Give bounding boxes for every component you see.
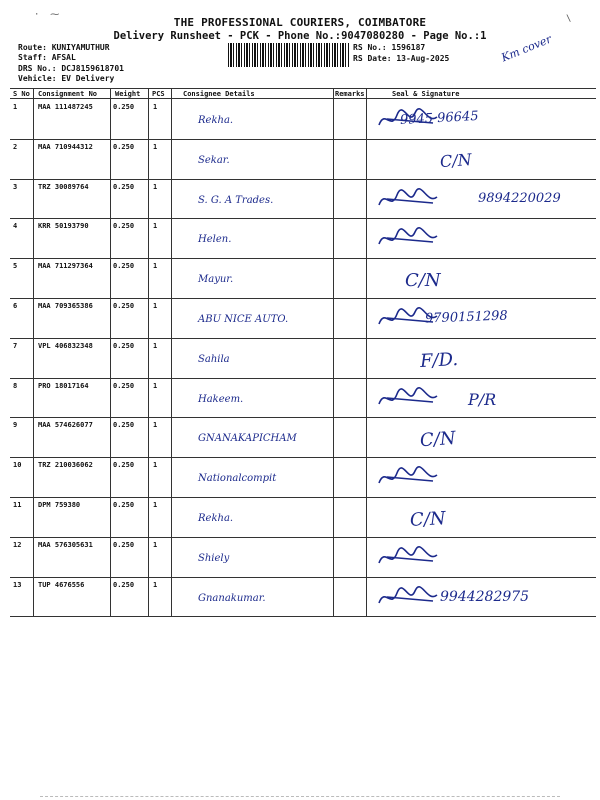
row-consignment-number: TUP 4676556 [38,580,85,589]
row-serial-number: 13 [13,580,22,589]
column-header-consignee: Consignee Details [183,90,255,98]
vehicle-label: Vehicle: EV Delivery [18,74,115,83]
row-consignee-handwritten: Mayur. [198,274,234,286]
row-consignee-handwritten: Nationalcompit [198,473,277,485]
column-header-sno: S No [13,90,30,98]
row-seal-handwritten: C/N [409,508,447,531]
scan-corner-mark: · ⁓ [34,10,60,20]
row-serial-number: 8 [13,381,18,390]
row-consignee-handwritten: GNANAKAPICHAM [198,433,297,445]
row-weight: 0.250 [113,262,135,271]
row-serial-number: 12 [13,540,22,549]
row-divider [10,378,596,379]
row-divider [10,577,596,578]
table-header-border [10,98,596,99]
signature-scribble-icon [375,583,445,611]
row-weight: 0.250 [113,540,135,549]
row-serial-number: 9 [13,421,18,430]
signature-scribble-icon [375,185,445,213]
row-divider [10,537,596,538]
row-serial-number: 2 [13,142,18,151]
column-header-consignment: Consignment No [38,90,98,98]
row-serial-number: 4 [13,222,18,231]
row-divider [10,338,596,339]
row-divider [10,179,596,180]
row-consignment-number: PRO 18017164 [38,381,89,390]
row-pcs: 1 [153,302,158,310]
row-divider [10,258,596,259]
staff-label: Staff: AFSAL [18,53,76,62]
row-consignee-handwritten: Helen. [198,234,232,246]
row-weight: 0.250 [113,461,135,470]
route-label: Route: KUNIYAMUTHUR [18,43,110,52]
column-header-weight: Weight [115,90,141,98]
row-seal-handwritten: 9945 96645 [399,108,479,129]
row-weight: 0.250 [113,142,135,151]
row-weight: 0.250 [113,501,135,509]
row-pcs: 1 [153,142,158,151]
row-serial-number: 3 [13,182,18,191]
row-seal-handwritten: C/N [419,428,457,452]
row-weight: 0.250 [113,302,135,310]
row-serial-number: 7 [13,341,18,350]
row-consignee-handwritten: Shiely [198,552,230,564]
row-serial-number: 5 [13,262,18,271]
company-title: THE PROFESSIONAL COURIERS, COIMBATORE [173,16,427,29]
row-divider [10,218,596,219]
row-divider [10,616,596,617]
row-pcs: 1 [153,381,158,390]
row-consignment-number: VPL 406832348 [38,341,93,350]
row-pcs: 1 [153,540,158,549]
table-top-border [10,88,596,89]
row-consignment-number: KRR 50193790 [38,222,89,231]
row-consignee-handwritten: Rekha. [198,115,234,126]
row-weight: 0.250 [113,421,135,430]
row-seal-handwritten: C/N [439,149,473,171]
row-weight: 0.250 [113,182,135,191]
scan-corner-mark-right: \ [566,14,572,24]
row-pcs: 1 [153,341,158,350]
row-seal-handwritten: F/D. [419,348,459,372]
column-header-remarks: Remarks [335,90,365,98]
row-consignment-number: MAA 574626077 [38,421,93,430]
row-serial-number: 11 [13,501,22,509]
row-divider [10,298,596,299]
row-pcs: 1 [153,461,158,470]
row-consignment-number: MAA 709365386 [38,302,93,310]
row-consignment-number: MAA 576305631 [38,540,93,549]
row-consignment-number: TRZ 210036062 [38,461,93,470]
row-consignee-handwritten: Rekha. [198,513,234,524]
row-consignee-handwritten: Sahila [198,353,230,365]
row-pcs: 1 [153,262,158,271]
row-pcs: 1 [153,580,158,589]
signature-scribble-icon [375,463,445,491]
row-weight: 0.250 [113,222,135,231]
row-serial-number: 6 [13,302,18,310]
signature-scribble-icon [375,384,445,412]
row-divider [10,139,596,140]
row-serial-number: 10 [13,461,22,470]
row-divider [10,497,596,498]
row-seal-handwritten: 9790151298 [424,308,508,327]
row-seal-handwritten: 9894220029 [478,190,561,206]
row-consignee-handwritten: ABU NICE AUTO. [198,314,289,325]
runsheet-subtitle: Delivery Runsheet - PCK - Phone No.:9047080280 - Page No.:1 [113,30,487,42]
rs-date: RS Date: 13-Aug-2025 [353,54,450,63]
row-serial-number: 1 [13,103,18,111]
rs-number: RS No.: 1596187 [353,43,426,52]
row-consignment-number: MAA 710944312 [38,142,93,151]
row-consignment-number: TRZ 30089764 [38,182,89,191]
column-header-seal-signature: Seal & Signature [392,90,460,98]
row-divider [10,457,596,458]
row-weight: 0.250 [113,103,135,111]
row-seal-handwritten: C/N [405,270,441,292]
row-pcs: 1 [153,103,158,111]
row-pcs: 1 [153,182,158,191]
drs-number: DRS No.: DCJ8159618701 [18,64,124,73]
row-pcs: 1 [153,421,158,430]
row-weight: 0.250 [113,580,135,589]
row-consignee-handwritten: Sekar. [198,154,230,166]
row-consignee-handwritten: Hakeem. [198,393,244,405]
row-seal-handwritten: P/R [468,389,497,409]
row-consignment-number: MAA 111487245 [38,103,93,111]
row-consignee-handwritten: S. G. A Trades. [198,194,274,206]
corner-handwritten-note: Km cover [499,32,554,65]
row-consignee-handwritten: Gnanakumar. [198,592,266,604]
row-seal-handwritten: 9944282975 [440,588,530,605]
row-divider [10,417,596,418]
signature-scribble-icon [375,224,445,252]
signature-scribble-icon [375,543,445,571]
row-pcs: 1 [153,501,158,509]
column-header-pcs: PCS [152,90,165,98]
row-consignment-number: DPM 759380 [38,501,81,509]
scan-bottom-edge [40,796,560,797]
row-weight: 0.250 [113,381,135,390]
row-pcs: 1 [153,222,158,231]
row-weight: 0.250 [113,341,135,350]
barcode-image [228,43,350,67]
row-consignment-number: MAA 711297364 [38,262,93,271]
